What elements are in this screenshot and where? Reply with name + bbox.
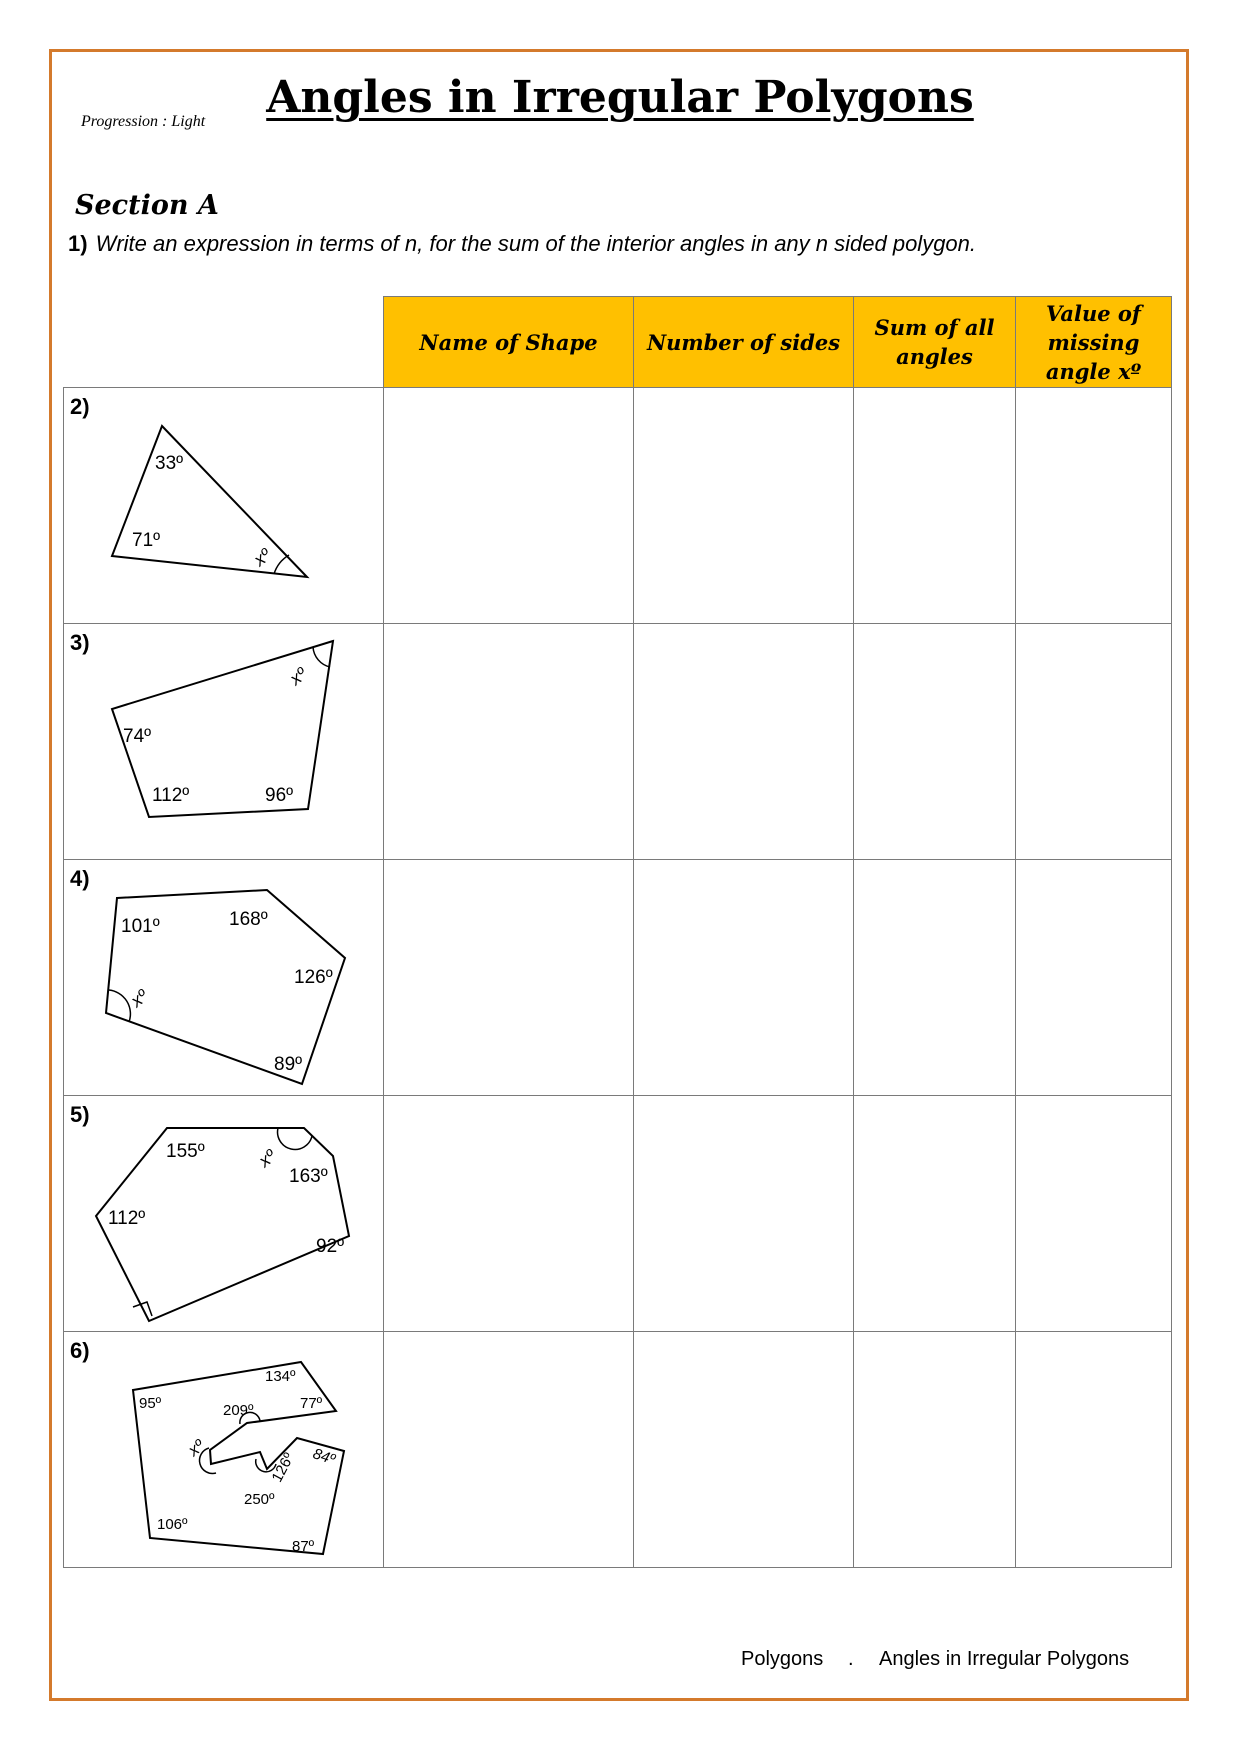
question-number: 2)	[70, 394, 90, 419]
answer-cell[interactable]	[853, 623, 1016, 860]
angle-label: 71º	[132, 530, 161, 551]
angle-label-x: xº	[285, 663, 311, 690]
angle-label: 163º	[289, 1166, 328, 1187]
hexagon-figure	[64, 1096, 385, 1333]
angle-label: 209º	[223, 1402, 254, 1419]
angle-label-x: xº	[184, 1435, 208, 1461]
footer-worksheet-title: Angles in Irregular Polygons	[879, 1648, 1130, 1670]
angle-label: 92º	[316, 1236, 345, 1257]
footer-separator: .	[848, 1648, 854, 1670]
answer-cell[interactable]	[853, 1331, 1016, 1568]
angle-label: 168º	[229, 909, 268, 930]
page-title: Angles in Irregular Polygons	[266, 72, 974, 123]
progression-label: Progression : Light	[81, 113, 206, 130]
col-header-sides: Number of sides	[633, 296, 854, 388]
question-5-figure-cell	[63, 1095, 384, 1332]
answer-cell[interactable]	[633, 623, 854, 860]
angle-label: 33º	[155, 453, 184, 474]
angle-label: 101º	[121, 916, 160, 937]
col-header-missing: Value of missing angle xº	[1015, 296, 1172, 388]
footer-topic: Polygons	[741, 1648, 824, 1670]
quadrilateral-figure	[64, 624, 385, 861]
answer-cell[interactable]	[1015, 623, 1172, 860]
answer-cell[interactable]	[633, 1331, 854, 1568]
answer-cell[interactable]	[383, 1331, 634, 1568]
angle-label: 77º	[300, 1395, 323, 1412]
answer-cell[interactable]	[853, 1095, 1016, 1332]
angle-label: 126º	[268, 1450, 298, 1486]
triangle-figure	[64, 388, 385, 625]
col-header-sum: Sum of all angles	[853, 296, 1016, 388]
answer-cell[interactable]	[853, 859, 1016, 1096]
question-4-figure-cell	[63, 859, 384, 1096]
angle-label: 87º	[292, 1538, 315, 1555]
angle-arc-x	[274, 555, 289, 574]
answer-cell[interactable]	[383, 859, 634, 1096]
angle-label: 95º	[139, 1395, 162, 1412]
question-number: 1)	[68, 231, 88, 256]
question-6-figure-cell	[63, 1331, 384, 1568]
pentagon-figure	[64, 860, 385, 1097]
answer-cell[interactable]	[633, 387, 854, 624]
angle-label: 112º	[152, 785, 190, 806]
question-1	[68, 231, 976, 257]
question-number: 5)	[70, 1102, 90, 1127]
angle-label: 250º	[244, 1491, 275, 1508]
answer-cell[interactable]	[1015, 387, 1172, 624]
answer-cell[interactable]	[1015, 859, 1172, 1096]
question-text: Write an expression in terms of n, for the sum of the interior angles in any n sided polygon.	[95, 231, 977, 256]
section-heading: Section A	[75, 190, 219, 221]
irregular-polygon-figure	[64, 1332, 385, 1569]
angle-label: 74º	[123, 726, 152, 747]
angle-label: 155º	[166, 1141, 205, 1162]
answer-cell[interactable]	[1015, 1095, 1172, 1332]
answer-cell[interactable]	[633, 1095, 854, 1332]
question-number: 6)	[70, 1338, 90, 1363]
angle-label: 112º	[108, 1208, 146, 1229]
angle-label: 126º	[294, 967, 333, 988]
angle-label: 106º	[157, 1516, 188, 1533]
answer-cell[interactable]	[383, 1095, 634, 1332]
question-2-figure-cell	[63, 387, 384, 624]
angle-arc-x	[313, 647, 330, 667]
angle-label: 84º	[310, 1445, 338, 1469]
col-header-name: Name of Shape	[383, 296, 634, 388]
answer-cell[interactable]	[383, 623, 634, 860]
angle-label: 89º	[274, 1054, 303, 1075]
answer-cell[interactable]	[1015, 1331, 1172, 1568]
question-3-figure-cell	[63, 623, 384, 860]
angle-label: 134º	[265, 1368, 296, 1385]
angle-label-x: xº	[249, 544, 275, 571]
angle-label-x: xº	[126, 985, 152, 1012]
angle-label-x: xº	[254, 1145, 280, 1172]
answer-cell[interactable]	[853, 387, 1016, 624]
question-number: 3)	[70, 630, 90, 655]
triangle-shape	[112, 426, 307, 577]
answer-cell[interactable]	[633, 859, 854, 1096]
answer-cell[interactable]	[383, 387, 634, 624]
question-number: 4)	[70, 866, 90, 891]
angle-label: 96º	[265, 785, 294, 806]
